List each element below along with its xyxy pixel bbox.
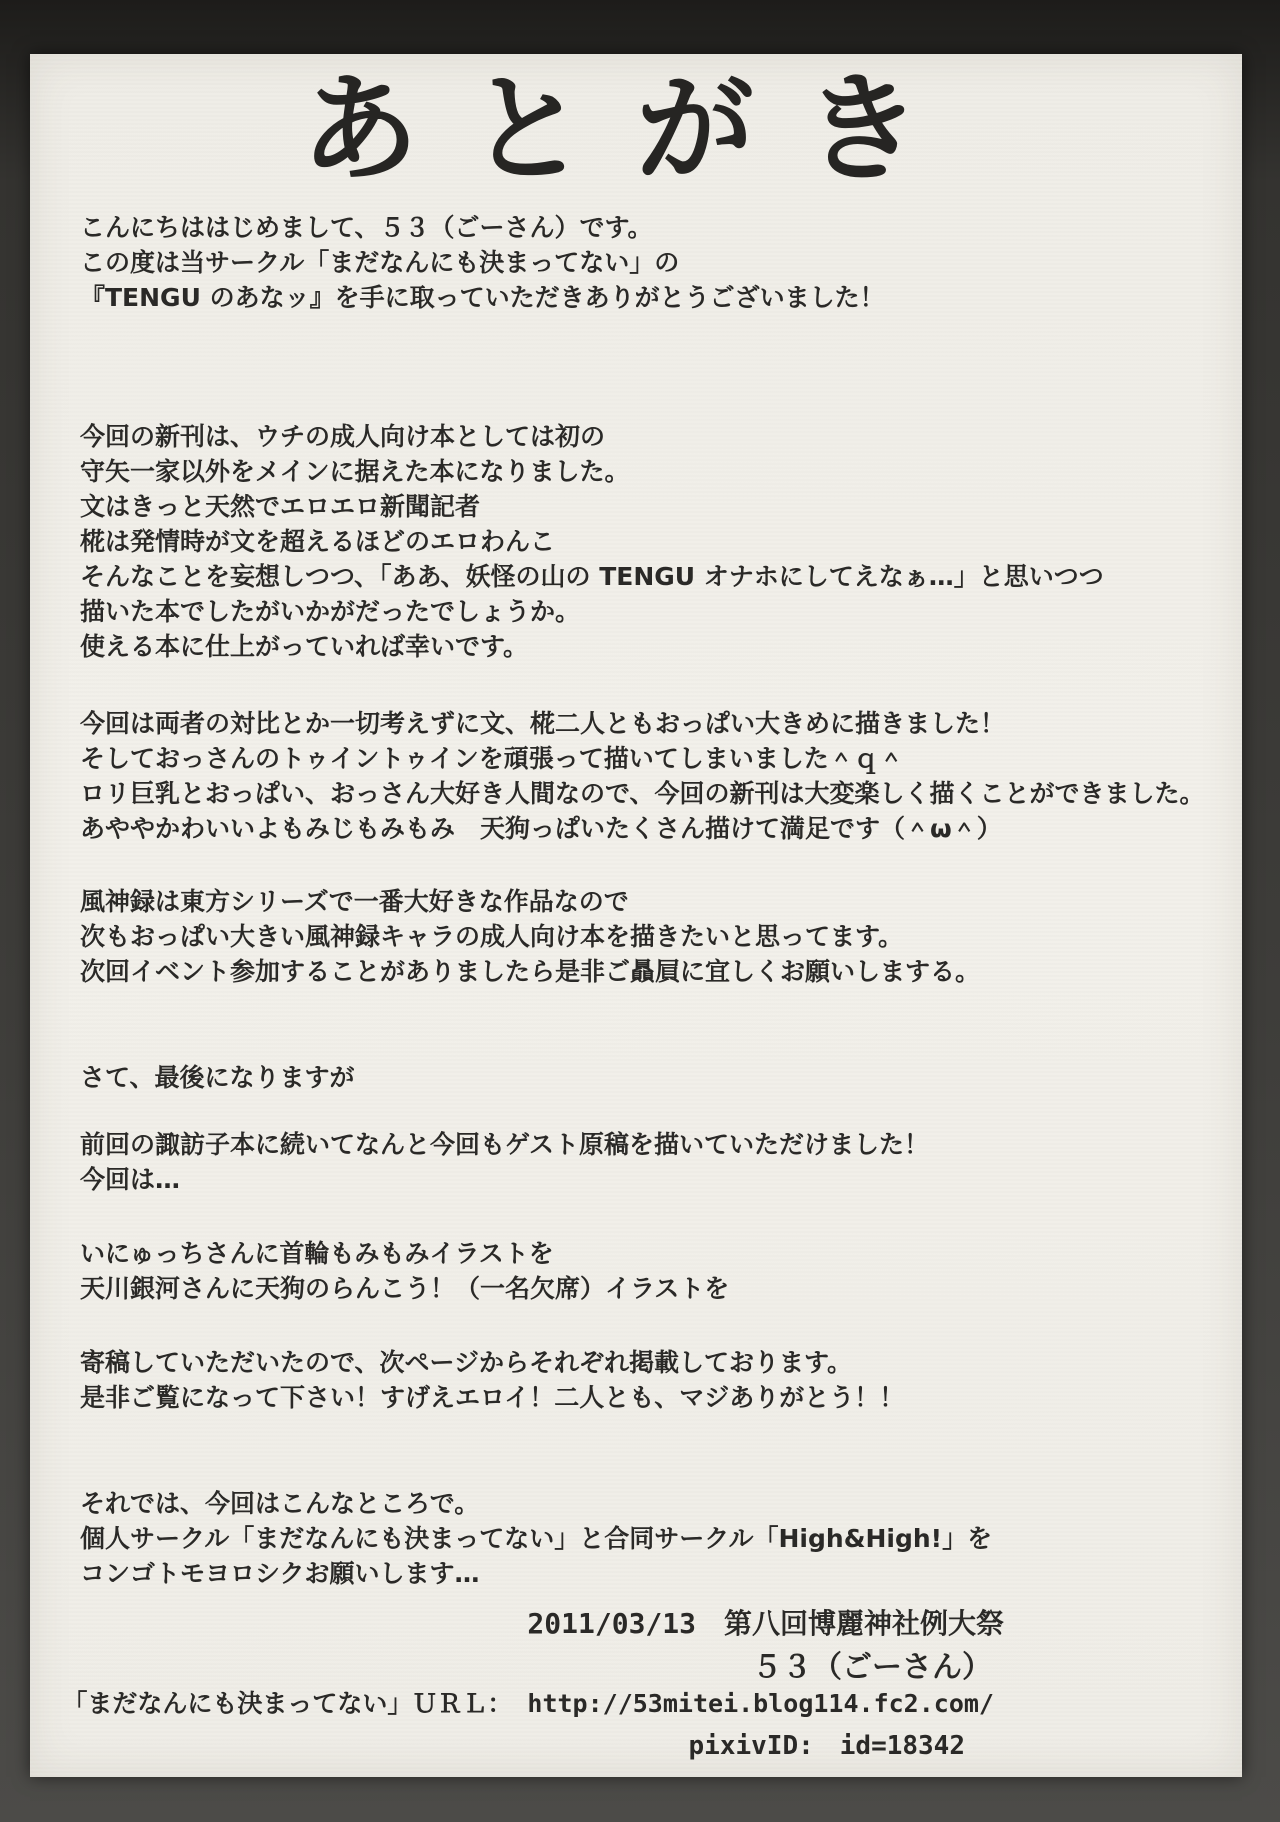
- text-line: そんなことを妄想しつつ、「ああ、妖怪の山の TENGU オナホにしてえなぁ…」と思いつつ: [80, 562, 1104, 591]
- text-line: 前回の諏訪子本に続いてなんと今回もゲスト原稿を描いていただけました！: [80, 1130, 930, 1159]
- text-line: 寄稿していただいたので、次ページからそれぞれ掲載しております。: [80, 1348, 853, 1377]
- afterword-page: [30, 54, 1242, 1777]
- text-line: 天川銀河さんに天狗のらんこう！（一名欠席）イラストを: [80, 1274, 730, 1303]
- text-line: 是非ご覧になって下さい！すげえエロイ！二人とも、マジありがとう！！: [80, 1383, 905, 1412]
- text-line: 今回の新刊は、ウチの成人向け本としては初の: [80, 422, 606, 451]
- text-line: 個人サークル「まだなんにも決まってない」と合同サークル「High&High!」を: [80, 1524, 993, 1553]
- text-line: さて、最後になりますが: [80, 1063, 355, 1092]
- text-line: 文はきっと天然でエロエロ新聞記者: [80, 492, 481, 521]
- text-line: 椛は発情時が文を超えるほどのエロわんこ: [80, 527, 556, 556]
- text-line: こんにちははじめまして、５３（ごーさん）です。: [80, 213, 653, 242]
- text-line: 次回イベント参加することがありましたら是非ご贔屓に宜しくお願いしまする。: [80, 957, 981, 986]
- text-line: いにゅっちさんに首輪もみもみイラストを: [80, 1239, 554, 1268]
- paragraph-transition: [80, 1060, 355, 1095]
- paragraph-fuujinroku: [80, 884, 980, 989]
- text-line: 使える本に仕上がっていれば幸いです。: [80, 632, 529, 661]
- credit-circle-url: 「まだなんにも決まってない」ＵＲＬ： http://53mitei.blog114.fc2.com/: [62, 1689, 994, 1718]
- text-line: 次もおっぱい大きい風神録キャラの成人向け本を描きたいと思ってます。: [80, 922, 904, 951]
- paragraph-closing: [80, 1486, 992, 1591]
- paragraph-guest-intro: [80, 1127, 929, 1197]
- paragraph-about-book: [80, 419, 1104, 664]
- text-line: 今回は両者の対比とか一切考えずに文、椛二人ともおっぱい大きめに描きました！: [80, 709, 1006, 738]
- text-line: それでは、今回はこんなところで。: [80, 1489, 480, 1518]
- text-line: あややかわいいよもみじもみもみ 天狗っぱいたくさん描けて満足です（＾ω＾）: [80, 814, 1002, 843]
- page-title: あとがき: [300, 60, 972, 198]
- text-line: この度は当サークル「まだなんにも決まってない」の: [80, 248, 680, 277]
- text-line: コンゴトモヨロシクお願いします…: [80, 1559, 480, 1588]
- text-line: そしておっさんのトゥイントゥインを頑張って描いてしまいました＾ｑ＾: [80, 744, 904, 773]
- credit-author: ５３（ごーさん）: [752, 1650, 992, 1685]
- text-line: ロリ巨乳とおっぱい、おっさん大好き人間なので、今回の新刊は大変楽しく描くことができました。: [80, 779, 1205, 808]
- paragraph-guest-thanks: [80, 1345, 904, 1415]
- text-line: 描いた本でしたがいかがだったでしょうか。: [80, 597, 581, 626]
- credit-event-date: 2011/03/13 第八回博麗神社例大祭: [527, 1607, 1004, 1640]
- text-line: 今回は…: [80, 1165, 181, 1194]
- paragraph-greeting: [80, 210, 885, 315]
- text-line: 守矢一家以外をメインに据えた本になりました。: [80, 457, 630, 486]
- text-line: 『TENGU のあなッ』を手に取っていただきありがとうございました！: [80, 283, 885, 312]
- text-line: 風神録は東方シリーズで一番大好きな作品なので: [80, 887, 629, 916]
- credit-pixiv-id: pixivID: id=18342: [688, 1731, 965, 1761]
- paragraph-guest-artists: [80, 1236, 729, 1306]
- paragraph-drawing-notes: [80, 706, 1205, 846]
